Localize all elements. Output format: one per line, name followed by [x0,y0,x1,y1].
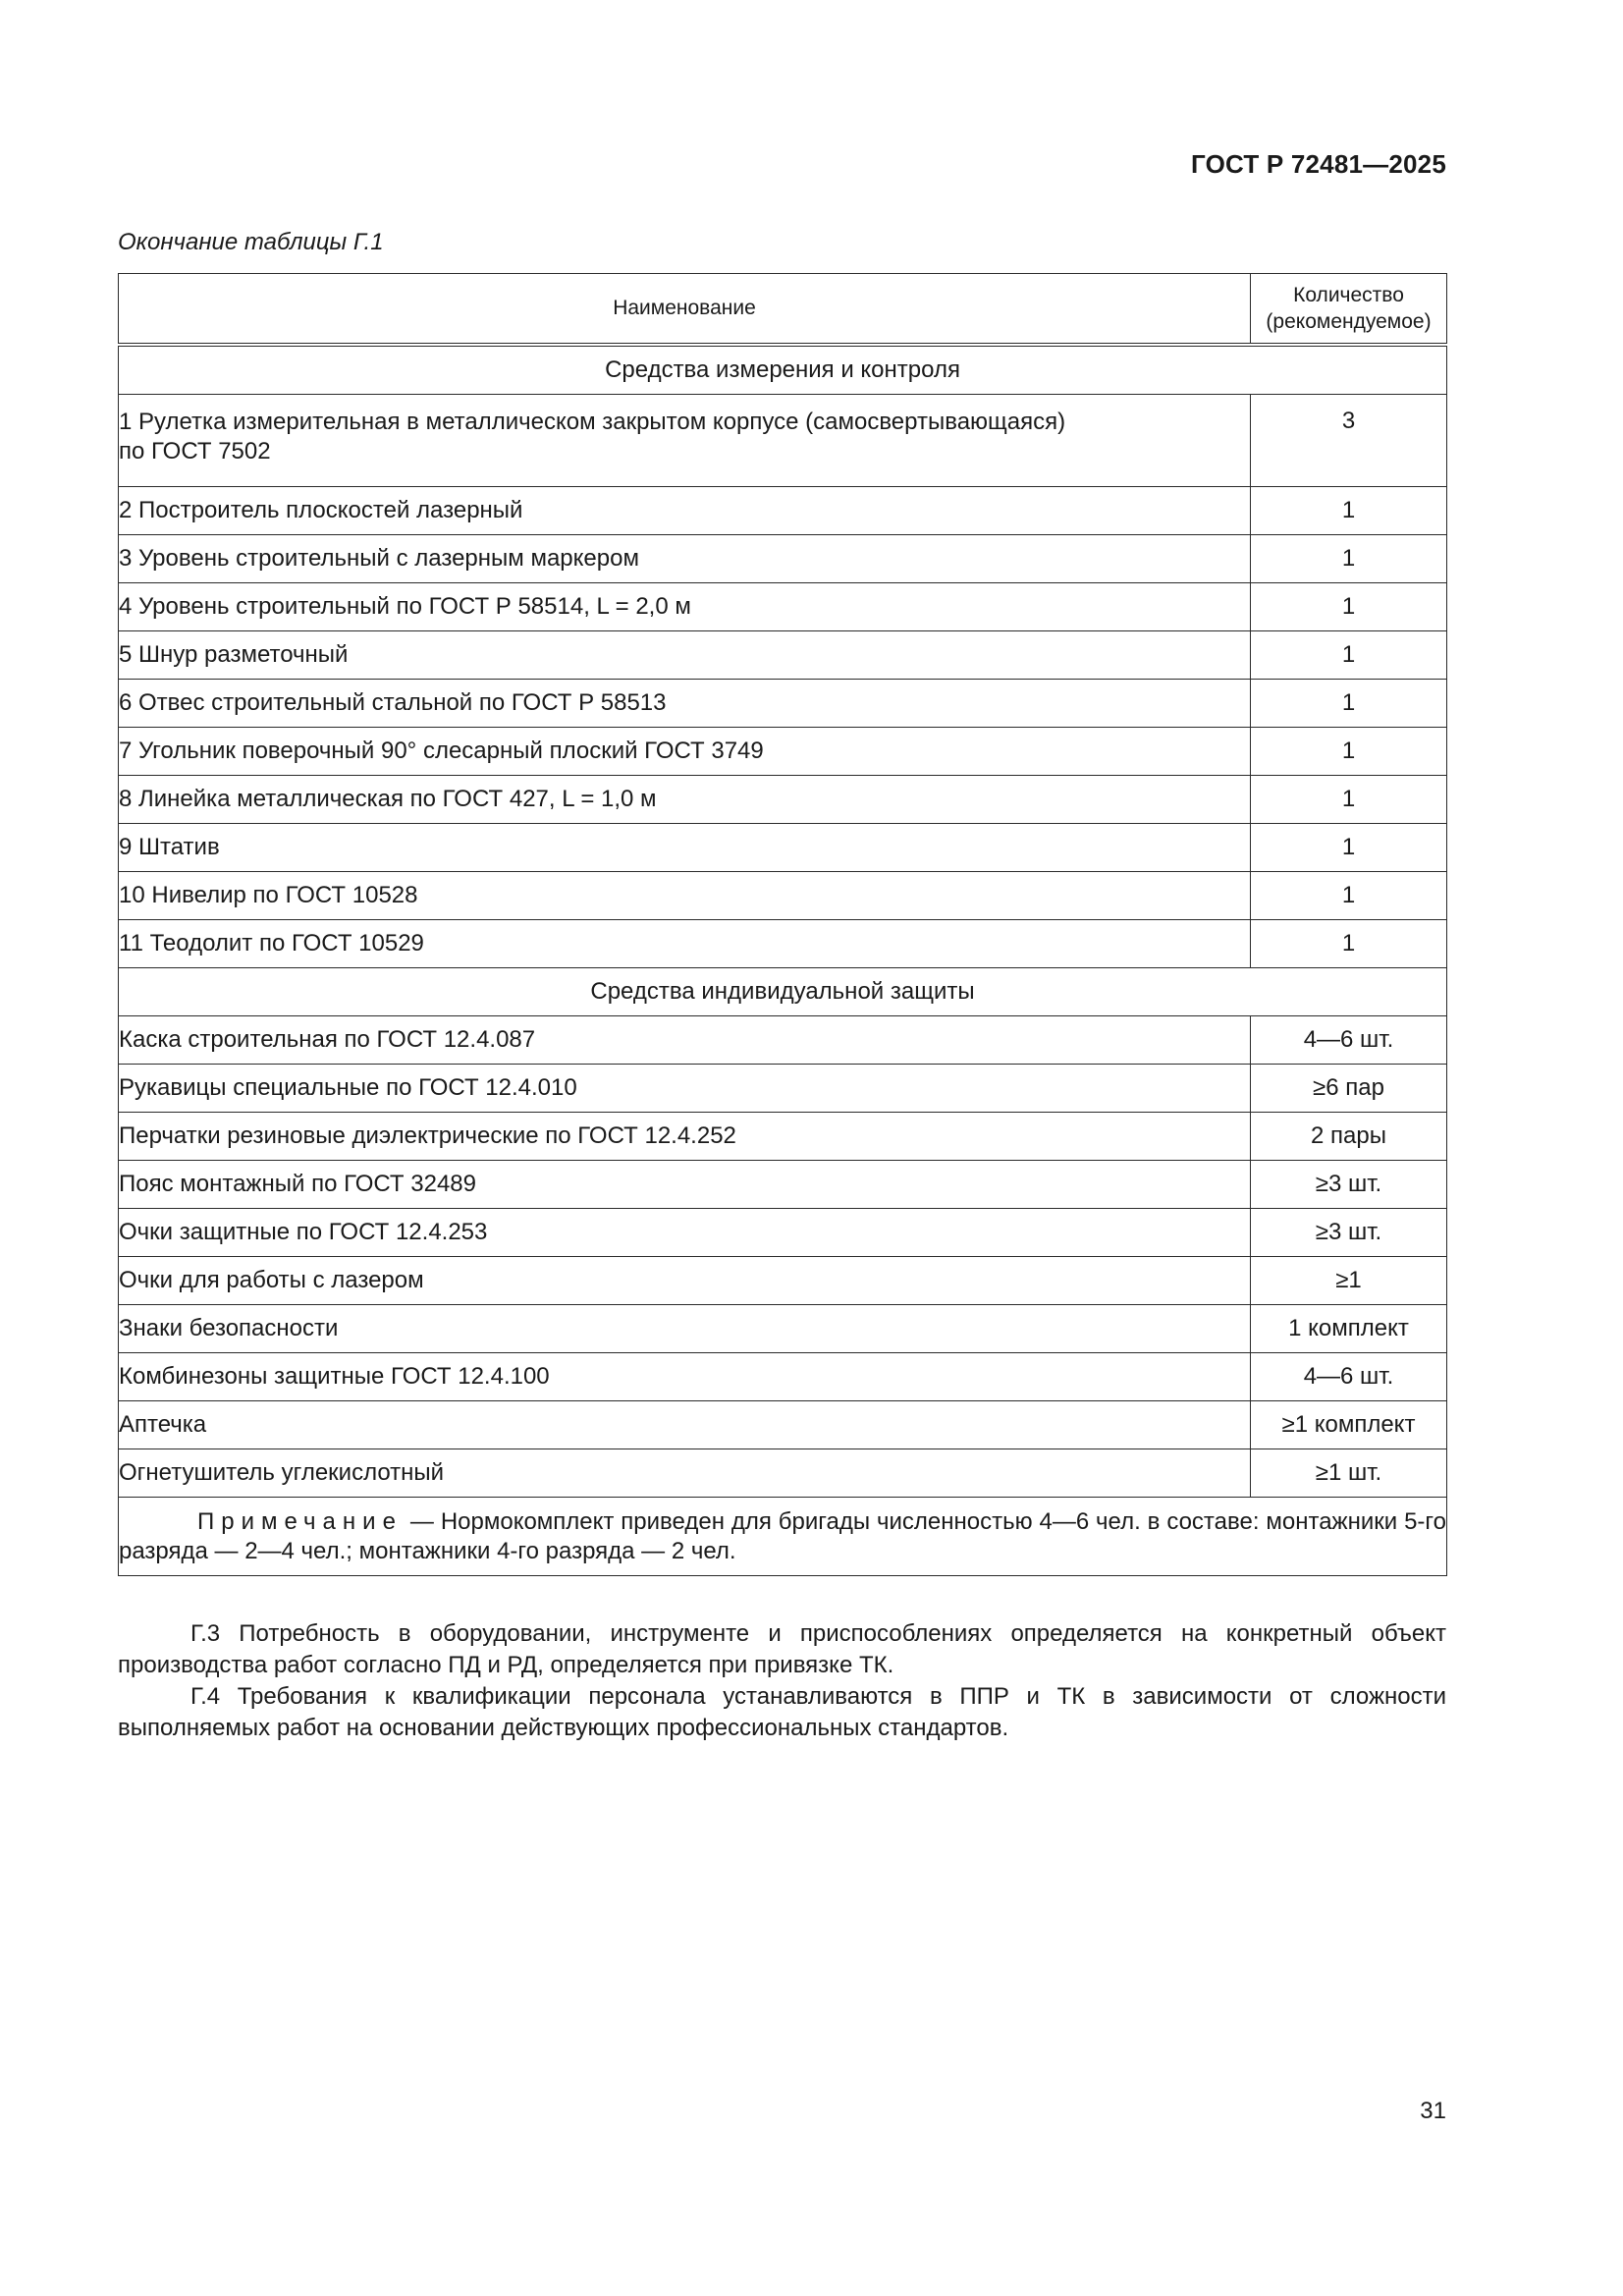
item-name: Перчатки резиновые диэлектрические по ГОСТ 12.4.252 [119,1113,1251,1161]
note-text: — Нормокомплект приведен для бригады численностью 4—6 чел. в составе: монтажники 5-го разряда — 2—4 чел.; монтажники 4-го разряда — 2 чел. [119,1507,1446,1564]
item-quantity: 1 [1251,631,1447,680]
table-row [119,487,1447,535]
item-name: Огнетушитель углекислотный [119,1449,1251,1498]
item-name: Комбинезоны защитные ГОСТ 12.4.100 [119,1353,1251,1401]
item-quantity: 1 [1251,920,1447,968]
item-name: 5 Шнур разметочный [119,631,1251,680]
item-name: 3 Уровень строительный с лазерным маркером [119,535,1251,583]
note-row [119,1498,1447,1576]
item-name: Рукавицы специальные по ГОСТ 12.4.010 [119,1065,1251,1113]
table-note [119,1498,1447,1576]
column-header-quantity [1251,274,1447,346]
section-title-protection: Средства индивидуальной защиты [119,968,1447,1016]
item-name: Пояс монтажный по ГОСТ 32489 [119,1161,1251,1209]
table-row [119,535,1447,583]
table-row [119,824,1447,872]
item-quantity: 1 [1251,824,1447,872]
item-quantity: ≥3 шт. [1251,1209,1447,1257]
table-row [119,1161,1447,1209]
item-quantity: 4—6 шт. [1251,1016,1447,1065]
item-quantity: 1 [1251,535,1447,583]
table-row [119,1305,1447,1353]
item-quantity: ≥3 шт. [1251,1161,1447,1209]
item-name-line1: 1 Рулетка измерительная в металлическом закрытом корпусе (самосвертывающаяся) [119,409,1066,435]
equipment-table [118,273,1447,1576]
item-name: 4 Уровень строительный по ГОСТ Р 58514, L = 2,0 м [119,583,1251,631]
item-quantity: 1 [1251,776,1447,824]
item-name: 2 Построитель плоскостей лазерный [119,487,1251,535]
column-header-quantity-line2: (рекомендуемое) [1266,310,1432,333]
paragraph-g3: Г.3 Потребность в оборудовании, инструменте и приспособлениях определяется на конкретный объект производства работ согласно ПД и РД, определяется при привязке ТК. [118,1620,1446,1678]
item-name: 10 Нивелир по ГОСТ 10528 [119,872,1251,920]
table-row [119,1065,1447,1113]
item-name: Знаки безопасности [119,1305,1251,1353]
item-quantity: 1 [1251,583,1447,631]
section-row-protection [119,968,1447,1016]
item-name: 7 Угольник поверочный 90° слесарный плоский ГОСТ 3749 [119,728,1251,776]
table-caption: Окончание таблицы Г.1 [118,229,384,255]
table-row [119,1113,1447,1161]
item-quantity: 4—6 шт. [1251,1353,1447,1401]
table-row [119,776,1447,824]
item-name [119,395,1251,487]
table-row [119,728,1447,776]
table-row [119,583,1447,631]
item-quantity: ≥1 [1251,1257,1447,1305]
column-header-name: Наименование [119,274,1251,346]
item-quantity: 1 [1251,728,1447,776]
item-quantity: 1 [1251,872,1447,920]
item-name: Аптечка [119,1401,1251,1449]
item-quantity: ≥1 комплект [1251,1401,1447,1449]
item-quantity: ≥6 пар [1251,1065,1447,1113]
item-quantity: 1 комплект [1251,1305,1447,1353]
item-name: 6 Отвес строительный стальной по ГОСТ Р 58513 [119,680,1251,728]
table-row [119,1257,1447,1305]
section-row-measurement [119,345,1447,395]
column-header-quantity-line1: Количество [1293,284,1404,306]
table-row [119,1401,1447,1449]
item-quantity: ≥1 шт. [1251,1449,1447,1498]
item-name: Очки для работы с лазером [119,1257,1251,1305]
table-row [119,872,1447,920]
document-code: ГОСТ Р 72481—2025 [1191,149,1446,179]
table-row [119,1449,1447,1498]
note-label: Примечание [197,1507,403,1535]
table-row [119,631,1447,680]
item-name: Каска строительная по ГОСТ 12.4.087 [119,1016,1251,1065]
table-row [119,1209,1447,1257]
paragraph-g4: Г.4 Требования к квалификации персонала устанавливаются в ППР и ТК в зависимости от сложности выполняемых работ на основании действующих профессиональных стандартов. [118,1683,1446,1741]
table-row [119,1353,1447,1401]
table-header-row [119,274,1447,346]
item-quantity: 1 [1251,680,1447,728]
item-name: 9 Штатив [119,824,1251,872]
table-row [119,680,1447,728]
item-quantity: 2 пары [1251,1113,1447,1161]
item-quantity: 1 [1251,487,1447,535]
table-row [119,1016,1447,1065]
item-name: 8 Линейка металлическая по ГОСТ 427, L = 1,0 м [119,776,1251,824]
item-name: 11 Теодолит по ГОСТ 10529 [119,920,1251,968]
item-name-line2: по ГОСТ 7502 [119,438,271,465]
item-quantity: 3 [1251,395,1447,487]
table-row [119,395,1447,487]
section-title-measurement: Средства измерения и контроля [119,345,1447,395]
table-row [119,920,1447,968]
item-name: Очки защитные по ГОСТ 12.4.253 [119,1209,1251,1257]
page-number: 31 [1420,2098,1446,2124]
